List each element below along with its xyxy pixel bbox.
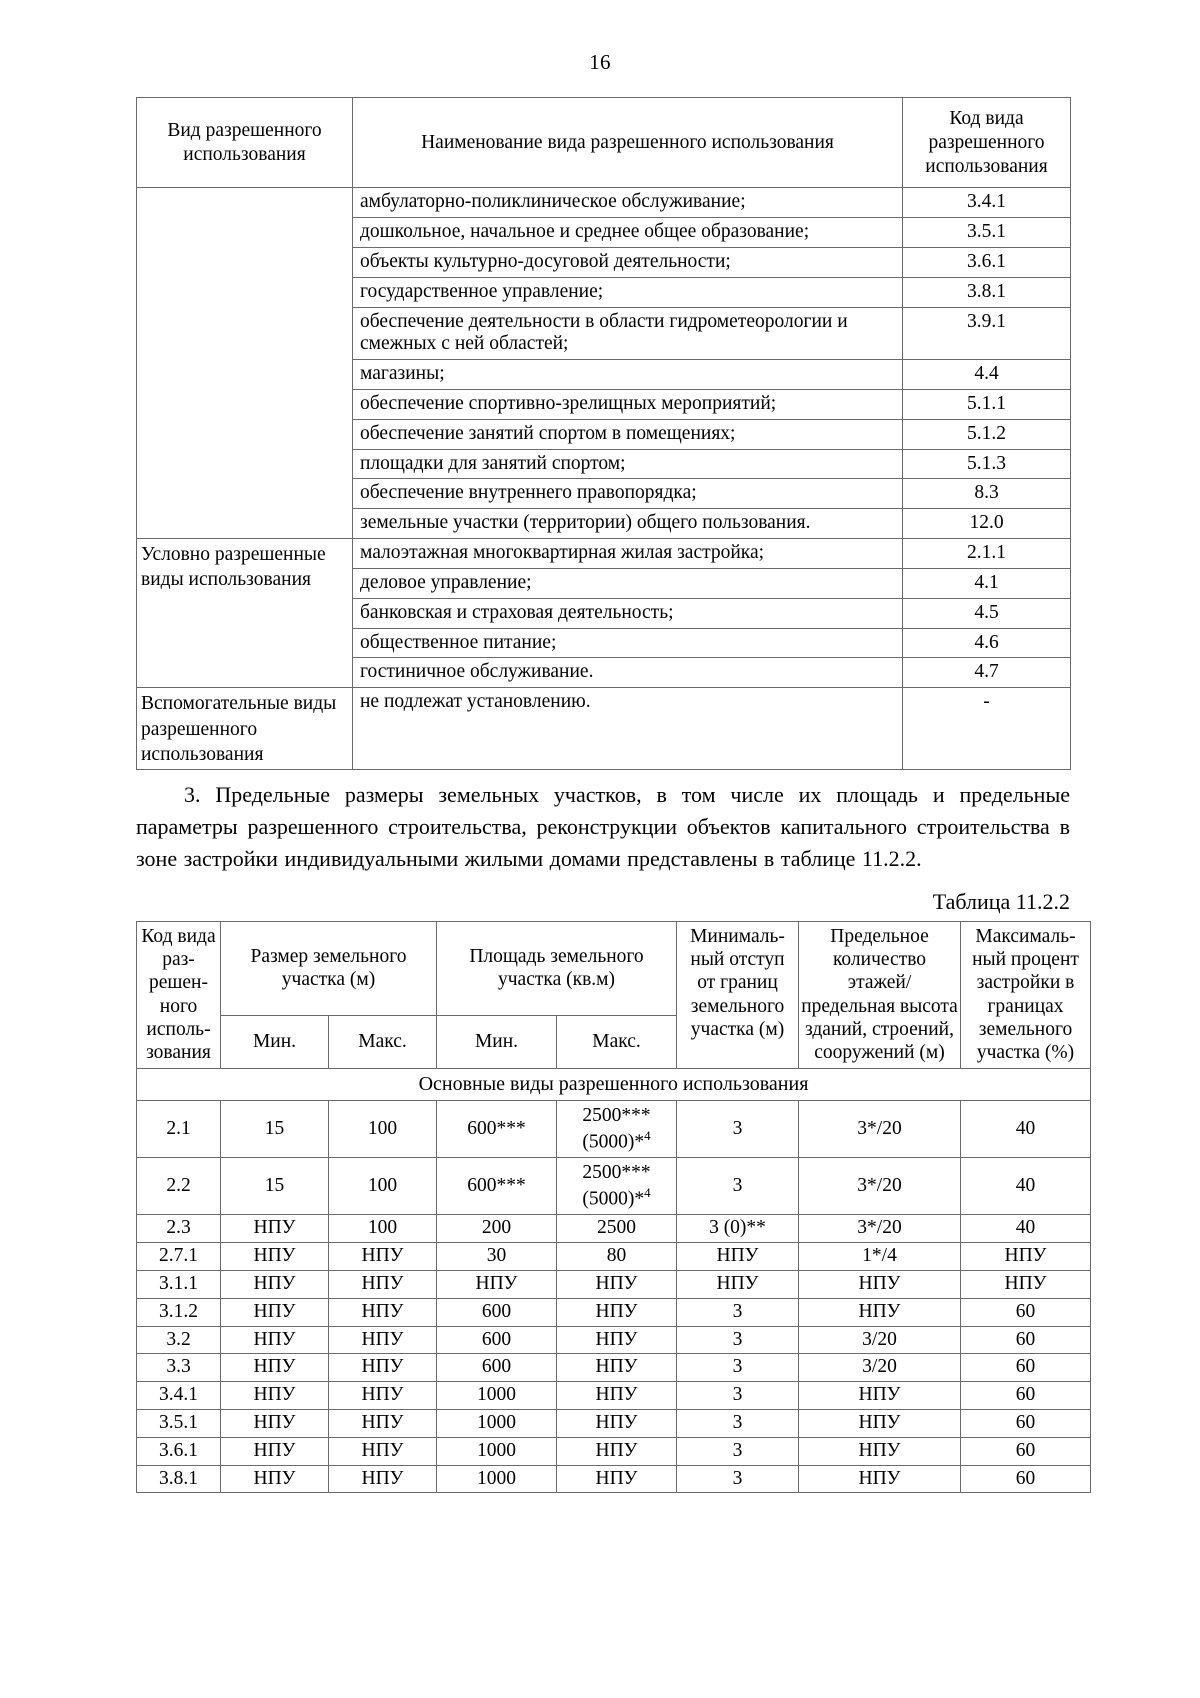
cell-code: 3.8.1 [137,1465,221,1493]
header-code: Код вида разрешенного использования [903,98,1071,188]
cell-code: 2.2 [137,1158,221,1215]
cell-setback: 3 [677,1101,799,1158]
cell-size-max: НПУ [329,1326,437,1354]
cell-percent: 60 [961,1298,1091,1326]
cell-area-max: НПУ [557,1382,677,1410]
cell-area-min: НПУ [437,1270,557,1298]
cell-floors: 3*/20 [799,1215,961,1243]
cell-area-max: НПУ [557,1326,677,1354]
use-code: 4.1 [903,568,1071,598]
cell-floors: 1*/4 [799,1243,961,1271]
use-code: 4.5 [903,598,1071,628]
table-row [137,1326,1091,1354]
cell-percent: 40 [961,1215,1091,1243]
use-code: - [903,688,1071,770]
cell-size-max: 100 [329,1215,437,1243]
cell-code: 3.4.1 [137,1382,221,1410]
header-floors: Предельное количество этажей/ предельная высота зданий, строений, сооружений (м) [799,921,961,1068]
cell-size-max: НПУ [329,1298,437,1326]
cell-size-min: НПУ [221,1270,329,1298]
cell-code: 3.1.2 [137,1298,221,1326]
use-code: 3.8.1 [903,277,1071,307]
permitted-use-table-body [137,98,1071,770]
cell-area-max [557,1158,677,1215]
table-header-row [137,98,1071,188]
cell-percent: 60 [961,1382,1091,1410]
cell-area-max-line2: (5000)* [582,1188,645,1209]
cell-area-max-line1: 2500*** [582,1104,651,1126]
cell-area-max-sup: 4 [644,1127,651,1143]
use-code: 12.0 [903,509,1071,539]
cell-floors: НПУ [799,1382,961,1410]
use-code: 4.7 [903,658,1071,688]
use-name: государственное управление; [353,277,903,307]
use-name: магазины; [353,360,903,390]
cell-percent: НПУ [961,1243,1091,1271]
cell-size-min: НПУ [221,1437,329,1465]
cell-area-max: НПУ [557,1270,677,1298]
header-percent: Максималь-ный процент застройки в границах земельного участка (%) [961,921,1091,1068]
cell-size-min: НПУ [221,1354,329,1382]
table-row [137,188,1071,218]
cell-size-min: НПУ [221,1298,329,1326]
use-name: земельные участки (территории) общего пользования. [353,509,903,539]
use-name: банковская и страховая деятельность; [353,598,903,628]
use-name: амбулаторно-поликлиническое обслуживание; [353,188,903,218]
cell-code: 3.1.1 [137,1270,221,1298]
header-area-max: Макс. [557,1015,677,1068]
cell-size-min: НПУ [221,1382,329,1410]
table-row [137,1298,1091,1326]
cell-code: 2.7.1 [137,1243,221,1271]
table-row [137,1158,1091,1215]
cell-area-min: 600 [437,1298,557,1326]
section-header-row [137,1068,1091,1100]
page-content [136,97,1079,1493]
use-name: площадки для занятий спортом; [353,449,903,479]
use-code: 4.4 [903,360,1071,390]
cell-area-max: НПУ [557,1409,677,1437]
use-name: обеспечение внутреннего правопорядка; [353,479,903,509]
use-code: 5.1.1 [903,390,1071,420]
use-code: 3.5.1 [903,218,1071,248]
cell-size-max: НПУ [329,1437,437,1465]
table-row [137,1382,1091,1410]
cell-size-min: 15 [221,1158,329,1215]
cell-setback: 3 [677,1382,799,1410]
cell-area-max-line1: 2500*** [582,1161,651,1183]
header-area-min: Мин. [437,1015,557,1068]
cell-floors: НПУ [799,1409,961,1437]
cell-floors: НПУ [799,1298,961,1326]
cell-size-max: НПУ [329,1465,437,1493]
cell-setback: 3 [677,1158,799,1215]
group-label-conditional: Условно разрешенные виды использования [137,539,353,688]
cell-area-min: 600 [437,1326,557,1354]
use-name: обеспечение деятельности в области гидрометеорологии и смежных с ней областей; [353,307,903,360]
cell-code: 2.1 [137,1101,221,1158]
cell-code: 3.6.1 [137,1437,221,1465]
cell-setback: 3 [677,1298,799,1326]
table-row [137,539,1071,569]
permitted-use-table [136,97,1071,770]
cell-area-min: 1000 [437,1465,557,1493]
header-code: Код вида раз-решен-ного исполь-зования [137,921,221,1068]
cell-floors: 3/20 [799,1354,961,1382]
cell-floors: НПУ [799,1270,961,1298]
cell-size-min: НПУ [221,1215,329,1243]
cell-area-min: 30 [437,1243,557,1271]
cell-setback: 3 [677,1409,799,1437]
header-setback: Минималь-ный отступ от границ земельного участка (м) [677,921,799,1068]
cell-floors: НПУ [799,1465,961,1493]
cell-setback: 3 [677,1465,799,1493]
cell-percent: 60 [961,1465,1091,1493]
use-name: общественное питание; [353,628,903,658]
cell-area-min: 600 [437,1354,557,1382]
section-label: Основные виды разрешенного использования [137,1068,1091,1100]
use-name: дошкольное, начальное и среднее общее образование; [353,218,903,248]
cell-size-min: НПУ [221,1326,329,1354]
table-row [137,1465,1091,1493]
cell-code: 3.3 [137,1354,221,1382]
cell-area-min: 1000 [437,1382,557,1410]
cell-area-min: 200 [437,1215,557,1243]
cell-percent: 60 [961,1409,1091,1437]
cell-size-max: НПУ [329,1354,437,1382]
cell-size-min: НПУ [221,1465,329,1493]
use-code: 3.9.1 [903,307,1071,360]
table-row [137,1409,1091,1437]
cell-percent: НПУ [961,1270,1091,1298]
header-size-group: Размер земельного участка (м) [221,921,437,1015]
cell-percent: 60 [961,1354,1091,1382]
table-header-row-1 [137,921,1091,1015]
table-row [137,688,1071,770]
cell-floors: НПУ [799,1437,961,1465]
cell-size-max: НПУ [329,1270,437,1298]
parameters-table [136,921,1091,1494]
cell-area-min: 600*** [437,1158,557,1215]
group-label-main [137,188,353,539]
cell-floors: 3/20 [799,1326,961,1354]
cell-setback: 3 [677,1354,799,1382]
cell-floors: 3*/20 [799,1101,961,1158]
cell-area-max [557,1101,677,1158]
use-name: обеспечение спортивно-зрелищных мероприятий; [353,390,903,420]
cell-setback: 3 [677,1326,799,1354]
cell-area-max: НПУ [557,1298,677,1326]
cell-percent: 40 [961,1158,1091,1215]
cell-setback: 3 [677,1437,799,1465]
table-row [137,1101,1091,1158]
use-name: объекты культурно-досуговой деятельности; [353,247,903,277]
cell-area-min: 600*** [437,1101,557,1158]
cell-percent: 60 [961,1326,1091,1354]
cell-size-max: 100 [329,1158,437,1215]
cell-area-min: 1000 [437,1437,557,1465]
cell-percent: 40 [961,1101,1091,1158]
cell-percent: 60 [961,1437,1091,1465]
use-name: гостиничное обслуживание. [353,658,903,688]
cell-setback: НПУ [677,1270,799,1298]
header-kind: Вид разрешенного использования [137,98,353,188]
parameters-table-body [137,921,1091,1493]
use-name: малоэтажная многоквартирная жилая застройка; [353,539,903,569]
cell-area-max: НПУ [557,1354,677,1382]
cell-floors: 3*/20 [799,1158,961,1215]
cell-area-max: НПУ [557,1437,677,1465]
use-code: 8.3 [903,479,1071,509]
cell-area-max: НПУ [557,1465,677,1493]
cell-code: 2.3 [137,1215,221,1243]
use-code: 3.4.1 [903,188,1071,218]
table-row [137,1437,1091,1465]
cell-size-max: НПУ [329,1409,437,1437]
cell-setback: НПУ [677,1243,799,1271]
table-caption: Таблица 11.2.2 [932,888,1070,914]
use-name: обеспечение занятий спортом в помещениях; [353,419,903,449]
use-name: не подлежат установлению. [353,688,903,770]
header-name: Наименование вида разрешенного использования [353,98,903,188]
use-code: 5.1.2 [903,419,1071,449]
use-name: деловое управление; [353,568,903,598]
cell-setback: 3 (0)** [677,1215,799,1243]
cell-size-max: НПУ [329,1382,437,1410]
cell-size-max: 100 [329,1101,437,1158]
page-number: 16 [589,50,611,74]
header-size-max: Макс. [329,1015,437,1068]
use-code: 3.6.1 [903,247,1071,277]
cell-code: 3.5.1 [137,1409,221,1437]
table-row [137,1243,1091,1271]
cell-area-max: 2500 [557,1215,677,1243]
cell-area-max-line2: (5000)* [582,1131,645,1152]
cell-code: 3.2 [137,1326,221,1354]
paragraph-3: 3. Предельные размеры земельных участков, в том числе их площадь и предельные параметры разрешенного строительства, реконструкции объектов капитального строительства в зоне застройки индивидуальными жилыми домами представлены в таблице 11.2.2. [136,782,1070,872]
use-code: 2.1.1 [903,539,1071,569]
cell-area-max-sup: 4 [644,1184,651,1200]
cell-size-min: НПУ [221,1243,329,1271]
table-row [137,1354,1091,1382]
table-row [137,1215,1091,1243]
header-size-min: Мин. [221,1015,329,1068]
use-code: 5.1.3 [903,449,1071,479]
cell-area-min: 1000 [437,1409,557,1437]
table-row [137,1270,1091,1298]
cell-size-min: 15 [221,1101,329,1158]
cell-size-min: НПУ [221,1409,329,1437]
cell-size-max: НПУ [329,1243,437,1271]
use-code: 4.6 [903,628,1071,658]
group-label-auxiliary: Вспомогательные виды разрешенного использования [137,688,353,770]
cell-area-max: 80 [557,1243,677,1271]
header-area-group: Площадь земельного участка (кв.м) [437,921,677,1015]
